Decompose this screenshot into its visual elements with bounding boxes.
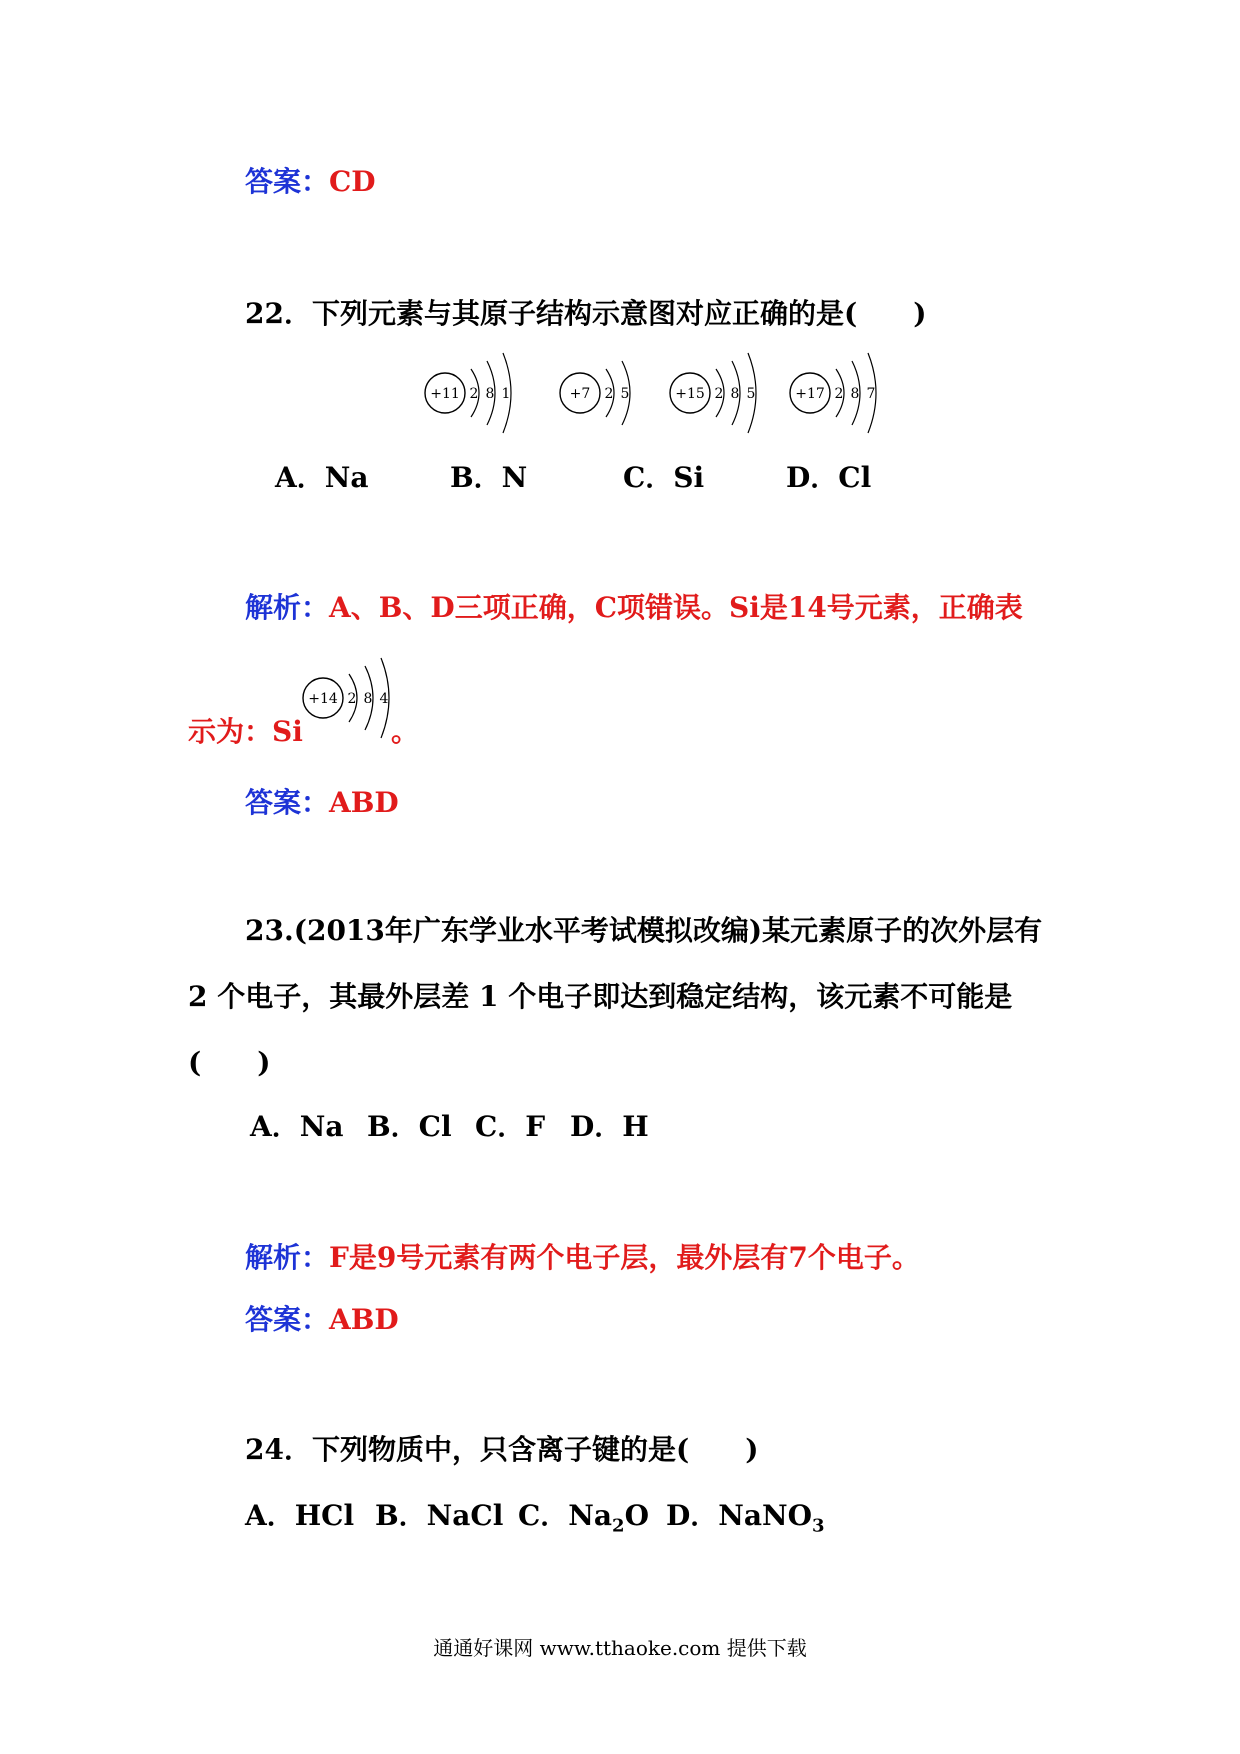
answer-label: 答案： [245,165,330,198]
shell-electron-count: 7 [866,386,876,402]
nucleus-charge: +15 [675,386,705,402]
q22-option-b: B．N [450,461,528,494]
option-text: D．NaNO [666,1499,813,1532]
analysis-label: 解析： [245,1241,330,1274]
atom-diagram-2 [560,361,630,425]
q23-option-c: C．F [475,1110,546,1143]
option-subscript: 3 [812,1515,825,1537]
q22-options [275,458,871,498]
nucleus-charge: +11 [430,386,460,402]
shell-electron-count: 2 [714,386,724,402]
q24-stem: 24．下列物质中，只含离子键的是( ) [245,1433,759,1466]
q22-answer [245,783,399,823]
q22-diagrams [0,340,1240,460]
atom-diagram-3 [670,353,756,433]
analysis-text: F是9号元素有两个电子层，最外层有7个电子。 [329,1241,920,1274]
q23-line-1: 23.(2013年广东学业水平考试模拟改编)某元素原子的次外层有 [245,914,1043,947]
q23-options [250,1107,649,1147]
option-text: B．NaCl [375,1499,504,1532]
q23-option-a: A．Na [250,1110,344,1143]
q22-stem: 22．下列元素与其原子结构示意图对应正确的是( ) [245,297,927,330]
atom-diagram-4 [790,353,876,433]
shell-electron-count: 4 [379,691,389,707]
q22-option-d: D．Cl [786,461,872,494]
page-footer: 通通好课网 www.tthaoke.com 提供下载 [433,1636,807,1660]
answer-value: ABD [329,786,399,819]
q24-option-b [375,1496,518,1536]
q23-analysis [245,1238,920,1278]
answer-label: 答案： [245,1303,330,1336]
shell-electron-count: 8 [363,691,373,707]
q24-options [245,1496,825,1547]
q23-option-d: D．H [570,1110,649,1143]
analysis-cont: 示为：Si [188,715,303,748]
q22-analysis-cont [188,712,420,752]
answer-label: 答案： [245,786,330,819]
shell-electron-count: 2 [469,386,479,402]
option-subscript: 2 [612,1515,625,1537]
q23-answer [245,1300,399,1340]
analysis-text: A、B、D三项正确，C项错误。Si是14号元素，正确表 [329,591,1023,624]
q22-option-a: A．Na [275,461,369,494]
si-diagram [295,648,405,748]
option-text: C．Na [518,1499,613,1532]
nucleus-charge: +7 [569,386,591,402]
nucleus-charge: +14 [308,691,338,707]
shell-electron-count: 2 [834,386,844,402]
shell-electron-count: 5 [746,386,756,402]
shell-electron-count: 8 [730,386,740,402]
option-text: A．HCl [245,1499,355,1532]
answer-value: CD [329,165,376,198]
answer-21 [245,162,376,202]
q24-option-a [245,1496,375,1536]
nucleus-charge: +17 [795,386,825,402]
shell-electron-count: 8 [485,386,495,402]
shell-electron-count: 2 [604,386,614,402]
shell-electron-count: 1 [501,386,511,402]
analysis-end: 。 [391,715,420,748]
q24-option-c [518,1496,666,1547]
q23-option-b: B．Cl [367,1110,452,1143]
q23-line-3: ( ) [188,1046,271,1079]
answer-value: ABD [329,1303,399,1336]
atom-diagram-1 [425,353,511,433]
shell-electron-count: 8 [850,386,860,402]
option-tail: O [624,1499,649,1532]
analysis-label: 解析： [245,591,330,624]
q24-option-d [666,1496,825,1547]
q22-analysis [245,588,1023,628]
q23-line-2: 2 个电子，其最外层差 1 个电子即达到稳定结构，该元素不可能是 [188,980,1013,1013]
q22-option-c: C．Si [623,461,705,494]
shell-electron-count: 5 [620,386,630,402]
si-atom-diagram [303,658,389,738]
shell-electron-count: 2 [347,691,357,707]
